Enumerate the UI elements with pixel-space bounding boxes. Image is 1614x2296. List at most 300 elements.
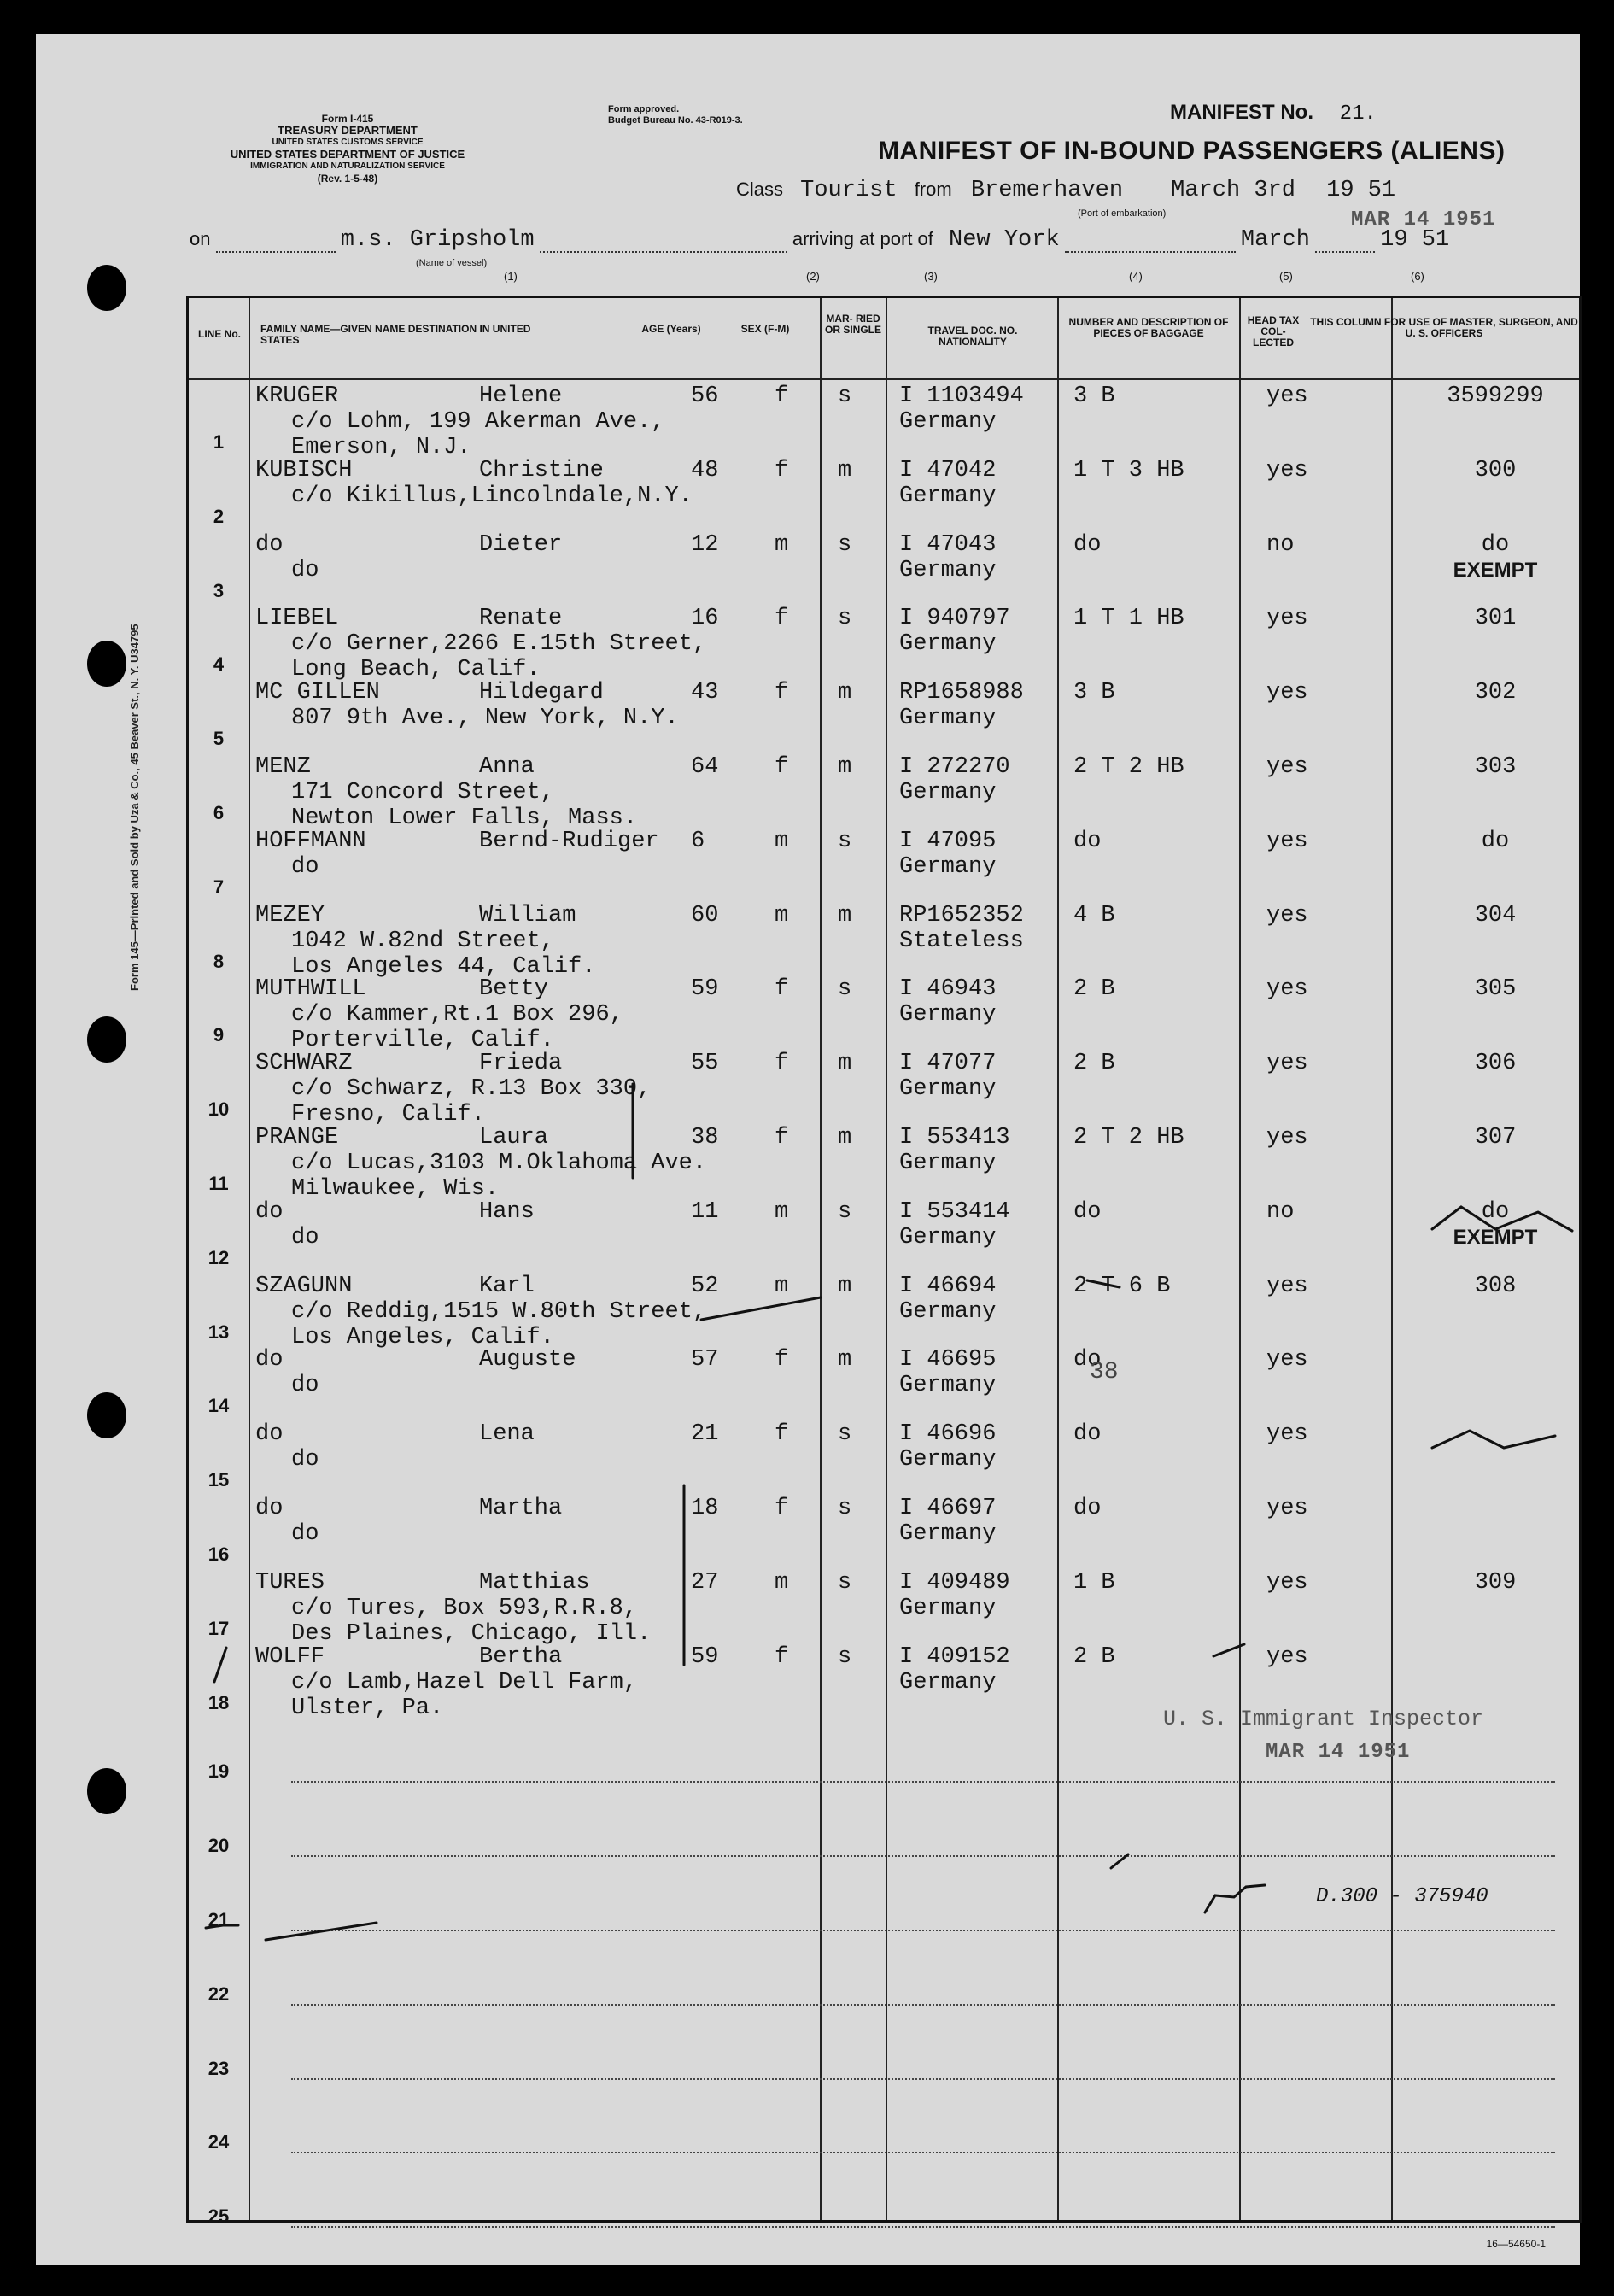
age: 64 <box>691 754 719 780</box>
travel-doc-no: I 47042 <box>899 457 997 483</box>
travel-doc-no: I 46696 <box>899 1421 997 1448</box>
manifest-page <box>36 34 1580 2265</box>
tick-mark <box>266 1923 377 1940</box>
line-number: 14 <box>208 1395 230 1417</box>
nationality: Germany <box>899 853 997 880</box>
given-name: Christine <box>479 457 604 483</box>
destination-line1: do <box>291 1521 319 1547</box>
family-name: PRANGE <box>255 1125 339 1151</box>
destination-line1: do <box>291 1373 319 1399</box>
destination-line2: Los Angeles, Calif. <box>291 1324 554 1350</box>
age: 56 <box>691 384 719 409</box>
marital-status: s <box>838 1569 852 1596</box>
line-number: 18 <box>208 1691 230 1713</box>
baggage: do <box>1073 1421 1102 1448</box>
family-name: do <box>255 1421 284 1448</box>
marital-status: s <box>838 1421 852 1448</box>
line-number: 17 <box>208 1617 230 1639</box>
marital-status: s <box>838 828 852 854</box>
destination-line1: c/o Schwarz, R.13 Box 330, <box>291 1076 652 1103</box>
age: 43 <box>691 680 719 706</box>
destination-line1: c/o Kammer,Rt.1 Box 296, <box>291 1002 623 1028</box>
empty-line-dots <box>291 2226 1555 2228</box>
line-number: 11 <box>208 1173 229 1194</box>
given-name: Matthias <box>479 1569 590 1596</box>
baggage: 2 B <box>1073 976 1115 1003</box>
destination-line2: Ulster, Pa. <box>291 1695 444 1721</box>
baggage: do <box>1073 828 1102 854</box>
destination-line1: do <box>291 557 319 583</box>
family-name: MC GILLEN <box>255 680 380 706</box>
given-name: Dieter <box>479 531 563 558</box>
head-tax: no <box>1266 1198 1295 1225</box>
head-tax: yes <box>1266 1273 1308 1299</box>
revision: (Rev. 1-5-48) <box>317 173 378 184</box>
destination-line1: do <box>291 1224 319 1250</box>
empty-line-dots <box>291 2152 1555 2153</box>
officer-entry: 306 <box>1474 1051 1517 1077</box>
baggage: 1 T 3 HB <box>1073 457 1184 483</box>
head-tax: yes <box>1266 828 1308 854</box>
punch-hole <box>87 1768 126 1814</box>
line-number: 3 <box>213 579 225 601</box>
given-name: Hans <box>479 1198 535 1225</box>
family-name: do <box>255 1198 284 1225</box>
travel-doc-no: I 409152 <box>899 1643 1010 1670</box>
sex: f <box>775 1643 789 1670</box>
marital-status: m <box>838 1347 852 1374</box>
nationality: Germany <box>899 780 997 805</box>
marital-status: s <box>838 976 852 1003</box>
officer-entry: 304 <box>1474 902 1517 928</box>
empty-line-dots <box>291 1855 1555 1857</box>
marital-status: m <box>838 754 852 780</box>
marital-status: m <box>838 902 852 928</box>
sex: m <box>775 902 789 928</box>
age: 57 <box>691 1347 719 1374</box>
destination-line1: do <box>291 1447 319 1473</box>
line-number: 7 <box>213 876 225 898</box>
header-head-tax: HEAD TAX COL- LECTED <box>1247 314 1300 348</box>
line-number: 10 <box>208 1098 230 1121</box>
given-name: Auguste <box>479 1347 576 1374</box>
line-number: 23 <box>208 2057 230 2079</box>
given-name: Laura <box>479 1125 549 1151</box>
marital-status: m <box>838 457 852 483</box>
head-tax: yes <box>1266 976 1308 1003</box>
given-name: Bertha <box>479 1643 563 1670</box>
on-label: on <box>190 228 211 249</box>
head-tax: no <box>1266 531 1295 558</box>
line-number: 16 <box>208 1543 230 1565</box>
nationality: Germany <box>899 1447 997 1473</box>
baggage: 3 B <box>1073 680 1115 706</box>
punch-hole <box>87 265 126 311</box>
nationality: Germany <box>899 483 997 509</box>
destination-line1: c/o Lucas,3103 M.Oklahoma Ave. <box>291 1151 707 1176</box>
officer-entry: 305 <box>1474 976 1517 1003</box>
marital-status: s <box>838 384 852 409</box>
line-number: 15 <box>208 1469 230 1491</box>
marital-status: s <box>838 606 852 632</box>
nationality: Germany <box>899 409 997 435</box>
empty-line-dots <box>291 2078 1555 2080</box>
family-name: SZAGUNN <box>255 1273 353 1299</box>
sex: m <box>775 1273 789 1299</box>
head-tax: yes <box>1266 1347 1308 1374</box>
marital-status: m <box>838 680 852 706</box>
destination-line2: Newton Lower Falls, Mass. <box>291 805 638 831</box>
destination-line2: Milwaukee, Wis. <box>291 1176 500 1202</box>
line-number: 12 <box>208 1246 230 1268</box>
tick-mark <box>214 1648 226 1682</box>
given-name: Anna <box>479 754 535 780</box>
embark-year: 19 51 <box>1326 178 1396 203</box>
manifest-number <box>1170 101 1377 126</box>
line-number: 6 <box>213 802 225 823</box>
age: 11 <box>691 1198 719 1225</box>
header-name: FAMILY NAME—GIVEN NAME DESTINATION IN UNITED STATES <box>260 323 531 346</box>
age: 27 <box>691 1569 719 1596</box>
family-name: KUBISCH <box>255 457 353 483</box>
given-name: Renate <box>479 606 563 632</box>
marital-status: s <box>838 1496 852 1521</box>
nationality: Germany <box>899 1521 997 1547</box>
head-tax: yes <box>1266 902 1308 928</box>
officer-entry: 309 <box>1474 1569 1517 1596</box>
marital-status: s <box>838 531 852 558</box>
destination-line1: c/o Kikillus,Lincolndale,N.Y. <box>291 483 693 509</box>
travel-doc-no: I 47095 <box>899 828 997 854</box>
family-name: do <box>255 1496 284 1521</box>
line-number: 13 <box>208 1321 230 1343</box>
col-divider <box>886 298 887 2220</box>
col-divider <box>1391 298 1393 2220</box>
officer-entry: 303 <box>1474 754 1517 780</box>
given-name: Helene <box>479 384 563 409</box>
sex: f <box>775 1421 789 1448</box>
head-tax: yes <box>1266 1125 1308 1151</box>
destination-line2: Fresno, Calif. <box>291 1102 485 1128</box>
family-name: MEZEY <box>255 902 325 928</box>
age: 6 <box>691 828 705 854</box>
officer-entry: 307 <box>1474 1125 1517 1151</box>
nationality: Stateless <box>899 928 1024 954</box>
marital-status: m <box>838 1273 852 1299</box>
officer-entry: 301 <box>1474 606 1517 632</box>
marital-status: m <box>838 1125 852 1151</box>
given-name: Karl <box>479 1273 535 1299</box>
head-tax: yes <box>1266 457 1308 483</box>
travel-doc-no: RP1652352 <box>899 902 1024 928</box>
nationality: Germany <box>899 706 997 732</box>
header-married: MAR- RIED OR SINGLE <box>824 313 881 336</box>
line-number: 8 <box>213 950 225 972</box>
sex: f <box>775 680 789 706</box>
line-number: 4 <box>213 653 225 676</box>
col-divider <box>249 298 250 2220</box>
destination-line2: Porterville, Calif. <box>291 1028 554 1054</box>
travel-doc-no: I 46943 <box>899 976 997 1003</box>
travel-doc-no: I 940797 <box>899 606 1010 632</box>
tick-mark <box>701 1297 821 1320</box>
header-baggage: NUMBER AND DESCRIPTION OF PIECES OF BAGGAGE <box>1068 316 1229 339</box>
destination-line2: Emerson, N.J. <box>291 435 471 460</box>
class-value: Tourist <box>800 178 898 203</box>
destination-line1: c/o Reddig,1515 W.80th Street, <box>291 1298 707 1325</box>
sex: f <box>775 976 789 1003</box>
head-tax: yes <box>1266 1051 1308 1077</box>
header-travel-doc: TRAVEL DOC. NO. NATIONALITY <box>927 325 1018 348</box>
age: 55 <box>691 1051 719 1077</box>
officer-entry: 302 <box>1474 680 1517 706</box>
age: 59 <box>691 1643 719 1670</box>
travel-doc-no: I 46694 <box>899 1273 997 1299</box>
nationality: Germany <box>899 1151 997 1176</box>
exempt-note: EXEMPT <box>1453 1225 1538 1249</box>
dotted-fill <box>540 234 787 253</box>
baggage: 1 T 1 HB <box>1073 606 1184 632</box>
destination-line1: do <box>291 853 319 880</box>
form-code: 16—54650-1 <box>1486 2238 1546 2250</box>
travel-doc-no: I 272270 <box>899 754 1010 780</box>
age: 16 <box>691 606 719 632</box>
header-line-no: LINE No. <box>198 328 241 340</box>
sex: f <box>775 606 789 632</box>
family-name: do <box>255 1347 284 1374</box>
punch-hole <box>87 1016 126 1063</box>
baggage: do <box>1073 1496 1102 1521</box>
dotted-fill <box>216 234 336 253</box>
given-name: William <box>479 902 576 928</box>
travel-doc-no: I 553413 <box>899 1125 1010 1151</box>
nationality: Germany <box>899 1595 997 1621</box>
col-number: (1) <box>504 270 518 283</box>
line-number: 1 <box>213 431 225 453</box>
family-name: LIEBEL <box>255 606 339 632</box>
dotted-fill <box>1315 234 1375 253</box>
empty-line-dots <box>291 1930 1555 1931</box>
officer-entry: 308 <box>1474 1273 1517 1299</box>
head-tax: yes <box>1266 384 1308 409</box>
baggage: 4 B <box>1073 902 1115 928</box>
signature-scrawl <box>1205 1885 1265 1912</box>
date-stamp-bottom: MAR 14 1951 <box>1266 1741 1411 1764</box>
embark-port: Bremerhaven <box>970 178 1124 203</box>
header-officers: THIS COLUMN FOR USE OF MASTER, SURGEON, AND U. S. OFFICERS <box>1310 316 1578 339</box>
family-name: SCHWARZ <box>255 1051 353 1077</box>
line-number: 25 <box>208 2205 230 2228</box>
baggage: 2 T 2 HB <box>1073 754 1184 780</box>
col-divider <box>1057 298 1059 2220</box>
class-label: Class <box>736 179 784 200</box>
sex: f <box>775 457 789 483</box>
officer-entry: 300 <box>1474 457 1517 483</box>
age: 48 <box>691 457 719 483</box>
col-number: (3) <box>924 270 938 283</box>
line-number: 9 <box>213 1024 225 1046</box>
destination-line1: c/o Gerner,2266 E.15th Street, <box>291 631 707 658</box>
nationality: Germany <box>899 1669 997 1696</box>
baggage: do <box>1073 531 1102 558</box>
destination-line1: 807 9th Ave., New York, N.Y. <box>291 706 679 732</box>
col-divider <box>1239 298 1241 2220</box>
punch-hole <box>87 1392 126 1438</box>
destination-line2: Long Beach, Calif. <box>291 657 541 683</box>
form-approved: Form approved. <box>608 104 680 114</box>
marital-status: m <box>838 1051 852 1077</box>
age: 38 <box>691 1125 719 1151</box>
line-number: 2 <box>213 505 225 527</box>
family-name: KRUGER <box>255 384 339 409</box>
travel-doc-no: RP1658988 <box>899 680 1024 706</box>
inspector-label: U. S. Immigrant Inspector <box>1163 1707 1484 1731</box>
given-name: Lena <box>479 1421 535 1448</box>
given-name: Hildegard <box>479 680 604 706</box>
baggage: 2 T 2 HB <box>1073 1125 1184 1151</box>
sex: m <box>775 828 789 854</box>
arrival-year: 19 51 <box>1380 227 1450 253</box>
port-note: (Port of embarkation) <box>1078 208 1167 219</box>
family-name: do <box>255 531 284 558</box>
sex: f <box>775 1125 789 1151</box>
age: 60 <box>691 902 719 928</box>
family-name: WOLFF <box>255 1643 325 1670</box>
family-name: MUTHWILL <box>255 976 366 1003</box>
date-stamp: MAR 14 1951 <box>1351 208 1496 231</box>
line-number: 20 <box>208 1835 230 1857</box>
nationality: Germany <box>899 1298 997 1325</box>
travel-doc-no: I 46695 <box>899 1347 997 1374</box>
dotted-fill <box>1065 234 1236 253</box>
destination-line1: 171 Concord Street, <box>291 780 554 805</box>
nationality: Germany <box>899 1002 997 1028</box>
family-name: TURES <box>255 1569 325 1596</box>
from-label: from <box>914 179 952 200</box>
baggage: 3 B <box>1073 384 1115 409</box>
head-tax: yes <box>1266 1569 1308 1596</box>
line-number: 19 <box>208 1760 230 1783</box>
age: 12 <box>691 531 719 558</box>
travel-doc-no: I 46697 <box>899 1496 997 1521</box>
baggage: 2 B <box>1073 1643 1115 1670</box>
given-name: Frieda <box>479 1051 563 1077</box>
class-line <box>736 178 1395 203</box>
head-tax: yes <box>1266 754 1308 780</box>
head-tax: yes <box>1266 1496 1308 1521</box>
arriving-label: arriving at port of <box>792 228 933 249</box>
justice-dept: UNITED STATES DEPARTMENT OF JUSTICE <box>230 148 465 161</box>
line-number: 22 <box>208 1983 230 2005</box>
department-block <box>168 113 527 184</box>
empty-line-dots <box>291 2004 1555 2006</box>
travel-doc-no: I 47077 <box>899 1051 997 1077</box>
destination-line2: Los Angeles 44, Calif. <box>291 953 596 980</box>
sex: f <box>775 384 789 409</box>
nationality: Germany <box>899 1076 997 1103</box>
travel-doc-no: I 409489 <box>899 1569 1010 1596</box>
signature-scrawl <box>1432 1431 1555 1448</box>
sex: f <box>775 1051 789 1077</box>
officer-entry: 3599299 <box>1447 384 1544 409</box>
col-number: (2) <box>806 270 820 283</box>
vessel-line <box>190 227 1449 253</box>
officer-entry: do <box>1481 1198 1510 1225</box>
page-title: MANIFEST OF IN-BOUND PASSENGERS (ALIENS) <box>878 137 1506 165</box>
embark-date: March 3rd <box>1171 178 1295 203</box>
age: 59 <box>691 976 719 1003</box>
nationality: Germany <box>899 631 997 658</box>
baggage: 1 B <box>1073 1569 1115 1596</box>
approval-block <box>608 104 743 126</box>
header-divider <box>189 378 1579 380</box>
printer-imprint: Form 145—Printed and Sold by Uza & Co., 45 Beaver St., N. Y. U34795 <box>128 624 141 991</box>
age: 18 <box>691 1496 719 1521</box>
manifest-value: 21. <box>1339 102 1377 126</box>
family-name: MENZ <box>255 754 311 780</box>
budget-bureau: Budget Bureau No. 43-R019-3. <box>608 115 743 126</box>
given-name: Betty <box>479 976 549 1003</box>
given-name: Bernd-Rudiger <box>479 828 659 854</box>
travel-doc-no: I 553414 <box>899 1198 1010 1225</box>
ins-service: IMMIGRATION AND NATURALIZATION SERVICE <box>250 161 445 171</box>
nationality: Germany <box>899 1224 997 1250</box>
header-age: AGE (Years) <box>641 323 701 335</box>
vessel-name: m.s. Gripsholm <box>340 227 535 253</box>
col-number: (6) <box>1411 270 1424 283</box>
baggage: 2 B <box>1073 1051 1115 1077</box>
customs-service: UNITED STATES CUSTOMS SERVICE <box>272 138 424 147</box>
destination-line2: Des Plaines, Chicago, Ill. <box>291 1620 652 1647</box>
arrival-date: March <box>1240 227 1310 253</box>
line-number: 24 <box>208 2131 230 2153</box>
travel-doc-no: I 1103494 <box>899 384 1024 409</box>
manifest-label: MANIFEST No. <box>1170 101 1313 124</box>
baggage-note: 38 <box>1090 1359 1119 1385</box>
line-number: 21 <box>208 1909 230 1930</box>
sex: m <box>775 1569 789 1596</box>
nationality: Germany <box>899 557 997 583</box>
sex: m <box>775 531 789 558</box>
baggage: 2 T 6 B <box>1073 1273 1171 1299</box>
age: 21 <box>691 1421 719 1448</box>
destination-line1: c/o Lamb,Hazel Dell Farm, <box>291 1669 638 1696</box>
punch-hole <box>87 641 126 687</box>
nationality: Germany <box>899 1373 997 1399</box>
baggage: do <box>1073 1347 1102 1374</box>
officer-entry: do <box>1481 828 1510 854</box>
sex: f <box>775 754 789 780</box>
given-name: Martha <box>479 1496 563 1521</box>
col-number: (5) <box>1279 270 1293 283</box>
line-number: 5 <box>213 728 225 750</box>
age: 52 <box>691 1273 719 1299</box>
head-tax: yes <box>1266 680 1308 706</box>
treasury-dept: TREASURY DEPARTMENT <box>278 124 418 137</box>
arrival-port: New York <box>949 227 1060 253</box>
travel-doc-no: I 47043 <box>899 531 997 558</box>
handwritten-note: D.300 - 375940 <box>1316 1885 1488 1908</box>
header-sex: SEX (F-M) <box>740 323 790 335</box>
marital-status: s <box>838 1643 852 1670</box>
destination-line1: 1042 W.82nd Street, <box>291 928 554 954</box>
passenger-table <box>186 296 1582 2228</box>
empty-line-dots <box>291 1781 1555 1783</box>
head-tax: yes <box>1266 1643 1308 1670</box>
sex: m <box>775 1198 789 1225</box>
vessel-note: (Name of vessel) <box>416 258 488 268</box>
col-number: (4) <box>1129 270 1143 283</box>
